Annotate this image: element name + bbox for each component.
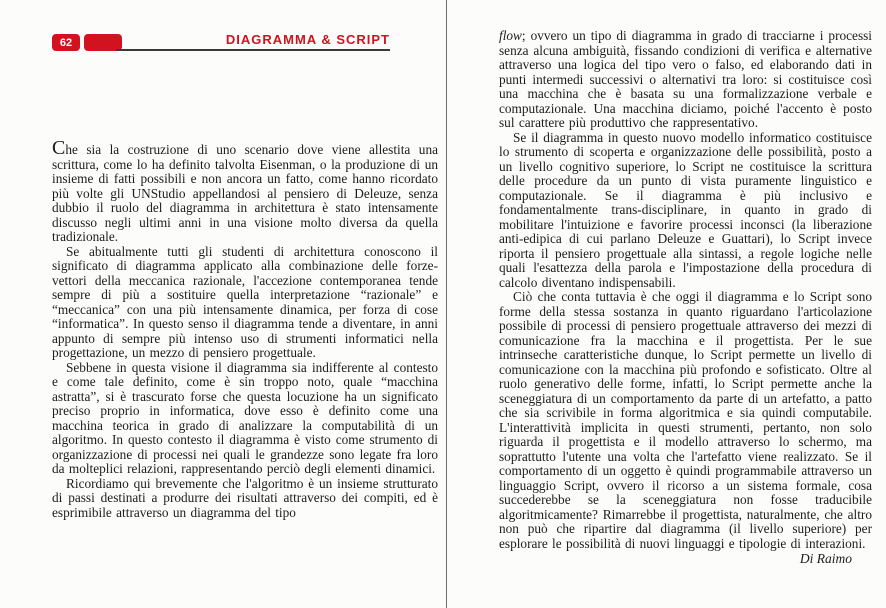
left-text-column [52,137,438,520]
paragraph: Che sia la costruzione di uno scenario dove viene allestita una scrittura, come lo ha definito talvolta Eisenman, o la produzione di un insieme di fatti possibili e non ancora un fatto, come hanno ricordato più volte gli UNStudio appellandosi al pensiero di Deleuze, senza dubbio il ruolo del diagramma in architettura è stato intensamente discusso negli ultimi anni in una visione molto diversa da quella tradizionale. [52,137,438,244]
paragraph: Se abitualmente tutti gli studenti di architettura conoscono il significato di diagramma applicato alla combinazione delle forze-vettori della meccanica razionale, l'accezione contemporanea tende sempre di più a sostituire quella interpretazione “razionale” e “meccanica” con una più intensamente dinamica, per forza di cose “informatica”. In questo senso il diagramma tende a diventare, in anni appunto di sempre più intenso uso di strumenti informatici nella progettazione, un mezzo di pensiero progettuale. [52,243,438,360]
italic-lead: flow [499,28,522,43]
paragraph: Se il diagramma in questo nuovo modello informatico costituisce lo strumento di scoperta e organizzazione delle possibilità, posto a un livello cognitivo superiore, lo Script ne costituisce la scrittura delle procedure da un punto di vista puramente linguistico e computazionale. Se il diagramma è più inclusivo e fondamentalmente trans-disciplinare, in quanto in grado di mobilitare l'intuizione e favorire processi inconsci (la liberazione anti-edipica di cui parlano Deleuze e Guattari), lo Script invece riporta il pensiero progettuale alla sintassi, a regole logiche nelle quali l'esattezza della parola e l'impostazione della procedura di calcolo diventano indispensabili. [499,129,872,290]
paragraph: Ricordiamo qui brevemente che l'algoritmo è un insieme strutturato di passi destinati a produrre dei risultati attraverso dei compiti, ed è esprimibile attraverso un diagramma del tipo [52,475,438,520]
right-page [447,0,886,608]
paragraph: Ciò che conta tuttavia è che oggi il diagramma e lo Script sono forme della stessa sostanza in quanto riguardano l'articolazione possibile di processi di pensiero progettuale attraverso dei mezzi di comunicazione fra la macchina e il progettista. Per le sue intrinseche caratteristiche dunque, lo Script permette un livello di comunicazione con la macchina più profondo e sofisticato. Oltre al ruolo generativo delle forme, infatti, lo Script permette anche la sceneggiatura di un comportamento da parte di un artefatto, a patto che sia scrivibile in forma algoritmica e sia quindi computabile. L'interattività implicita in questi strumenti, pertanto, non solo riguarda il progettista e il modello attraverso lo schermo, ma soprattutto l'utente una volta che l'artefatto viene realizzato. Se il comportamento di un oggetto è quindi programmabile attraverso un linguaggio Script, ovvero il ricorso a un sistema formale, cosa succederebbe se la sceneggiatura non fosse traducibile algoritmicamente? Rimarrebbe il progettista, naturalmente, che altro non può che ripartire dal diagramma (il livello superiore) per esplorare le possibilità di nuovi linguaggi e tipologie di interazioni. [499,289,872,551]
paragraph: flow; ovvero un tipo di diagramma in grado di tracciarne i processi senza alcuna ambiguità, fissando condizioni di verifica e alternative attraverso una logica del tipo vero o falso, ed elaborando dati in punti intermedi successivi o alternativi tra loro: si costituisce così una macchina che è basata su una formalizzazione verbale e computazionale. Una macchina diciamo, poiché l'accento è posto sul carattere più produttivo che rappresentativo. [499,28,872,130]
right-text-column [499,29,872,551]
paragraph: Sebbene in questa visione il diagramma sia indifferente al contesto e come tale definito, come è sin troppo noto, quale “macchina astratta”, si è trascurato forse che questa locuzione ha un significato preciso proprio in informatica, dove esso è definito come una macchina teorica in grado di analizzare la computabilità di un algoritmo. In questo contesto il diagramma è visto come strumento di organizzazione di processi nei quali le grandezze sono legate fra loro da molteplici relazioni, rappresentando perciò degli elementi dinamici. [52,359,438,476]
drop-cap: C [52,137,66,159]
running-title: DIAGRAMMA & SCRIPT [225,32,390,47]
page-number-badge: 62 [52,34,80,51]
page-header [52,33,390,51]
author-signature: Di Raimo [799,551,852,566]
header-rule [116,33,390,51]
